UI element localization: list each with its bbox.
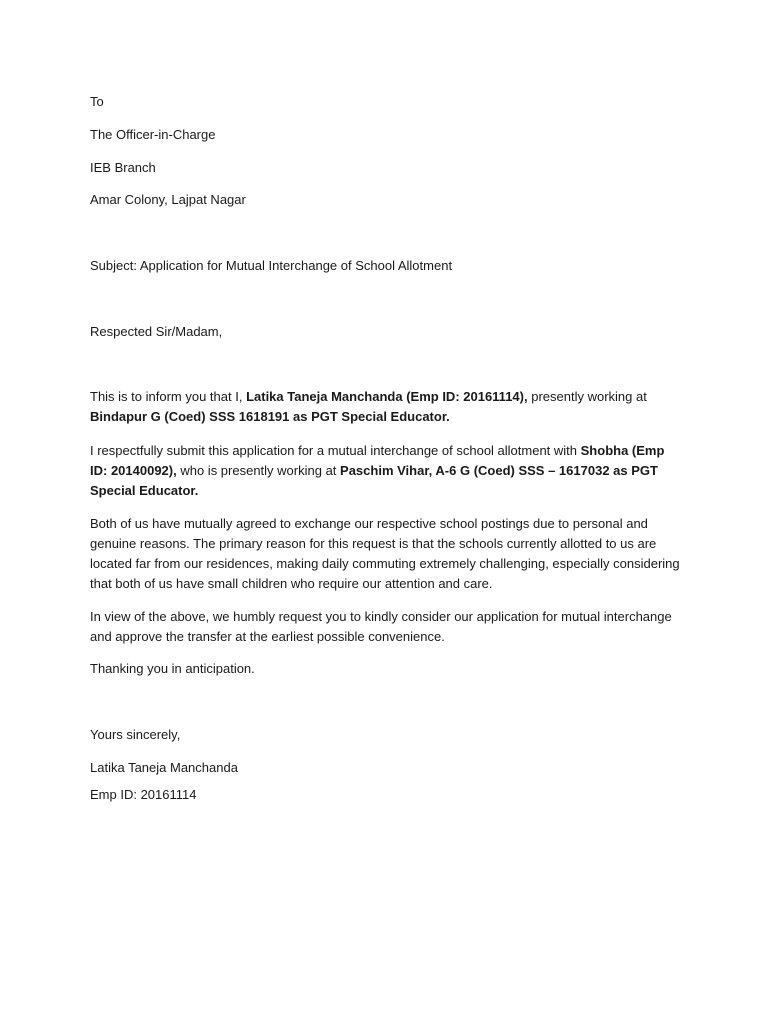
paragraph-intro-text-1: This is to inform you that I, xyxy=(90,389,247,404)
closing-sign-off: Yours sincerely, xyxy=(90,727,181,742)
letter-subject: Subject: Application for Mutual Interchange of School Allotment xyxy=(90,258,453,273)
paragraph-intro-text-2: presently working at xyxy=(527,389,647,404)
recipient-officer: The Officer-in-Charge xyxy=(90,127,216,142)
paragraph-intro-bold-2: Bindapur G (Coed) SSS 1618191 as PGT Special Educator. xyxy=(90,409,450,424)
thanks-line: Thanking you in anticipation. xyxy=(90,661,255,676)
paragraph-request-bold-1: Shobha (Emp ID: 20140092), xyxy=(90,443,665,478)
paragraph-request-bold-2: Paschim Vihar, A-6 G (Coed) SSS – 1617032 as PGT Special Educator. xyxy=(90,463,658,498)
recipient-address: Amar Colony, Lajpat Nagar xyxy=(90,192,246,207)
closing-name: Latika Taneja Manchanda xyxy=(90,760,238,775)
letter-salutation: Respected Sir/Madam, xyxy=(90,324,223,339)
paragraph-intro-bold-1: Latika Taneja Manchanda (Emp ID: 20161114), xyxy=(246,389,528,404)
paragraph-reasons: Both of us have mutually agreed to exchange our respective school postings due to personal and genuine reasons. The primary reason for this request is that the schools currently allotted to us are located far from our residences, making daily commuting extremely challenging, especially considering that both of us have small children who require our attention and care. xyxy=(90,516,680,591)
recipient-to: To xyxy=(90,94,104,109)
recipient-branch: IEB Branch xyxy=(90,160,156,175)
paragraph-request-text-2: who is presently working at xyxy=(176,463,341,478)
paragraph-appeal: In view of the above, we humbly request you to kindly consider our application for mutual interchange and approve the transfer at the earliest possible convenience. xyxy=(90,609,672,644)
closing-emp-id: Emp ID: 20161114 xyxy=(90,787,197,802)
paragraph-request-text-1: I respectfully submit this application for a mutual interchange of school allotment with xyxy=(90,443,581,458)
paragraph-request xyxy=(90,441,680,501)
paragraph-intro xyxy=(90,387,680,427)
